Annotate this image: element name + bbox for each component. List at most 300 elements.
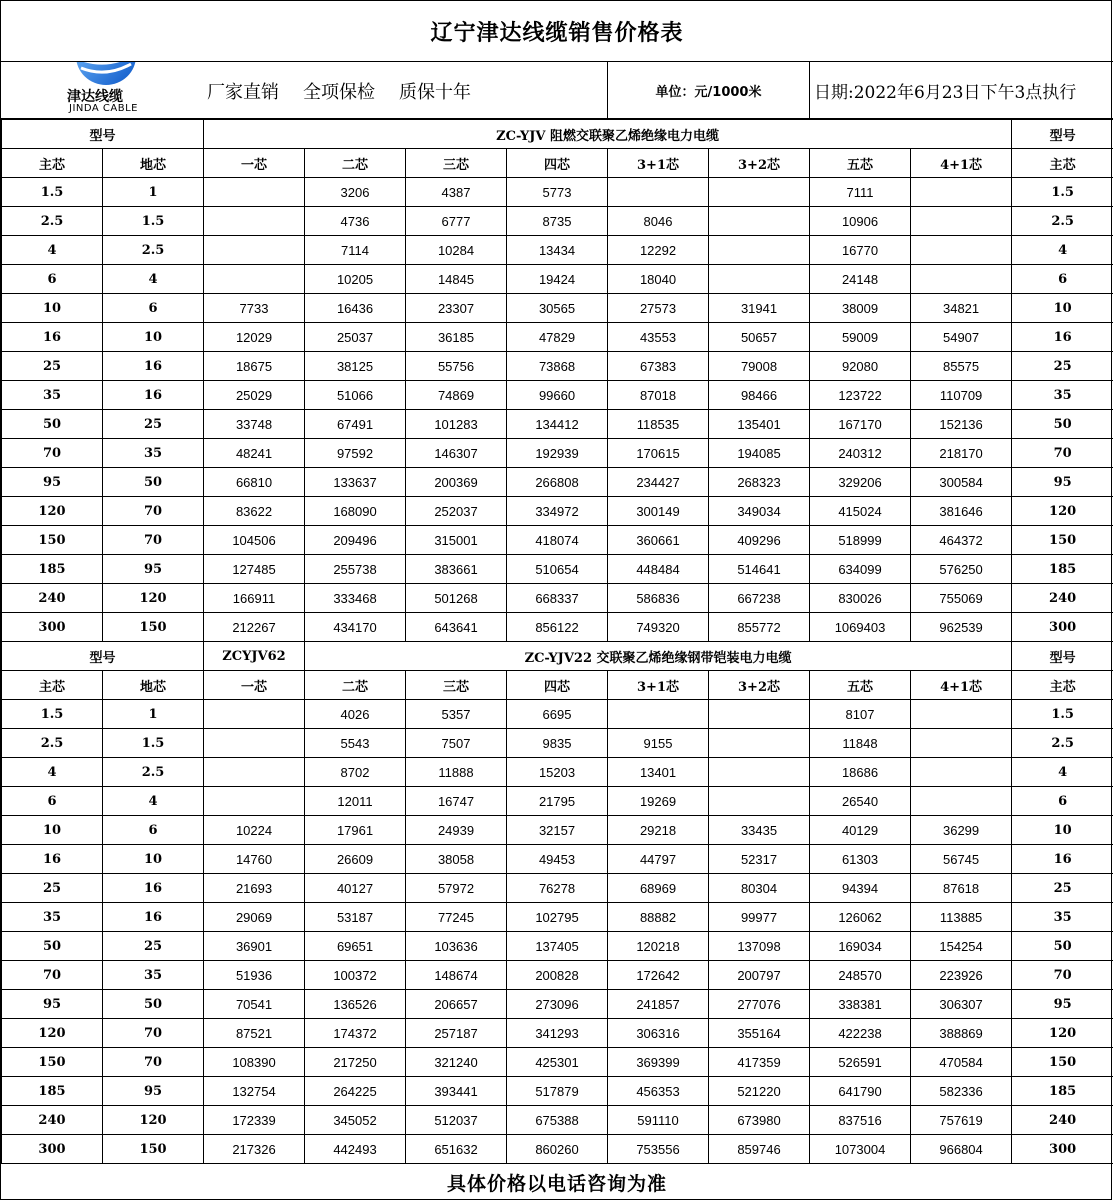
main-core-cell: 35: [1012, 381, 1113, 410]
price-cell: 8702: [305, 758, 406, 787]
main-core-cell: 240: [1012, 584, 1113, 613]
price-cell: 321240: [406, 1048, 507, 1077]
main-core-cell: 2.5: [2, 729, 103, 758]
price-cell: 87018: [608, 381, 709, 410]
main-core-cell: 150: [2, 1048, 103, 1077]
price-cell: 241857: [608, 990, 709, 1019]
column-header: 主芯: [2, 671, 103, 700]
main-core-cell: 16: [1012, 323, 1113, 352]
column-header: 三芯: [406, 149, 507, 178]
price-cell: 19424: [507, 265, 608, 294]
table-row: [2, 613, 1113, 642]
product-name: ZC-YJV 阻燃交联聚乙烯绝缘电力电缆: [204, 120, 1012, 149]
table-row: [2, 468, 1113, 497]
price-cell: [709, 729, 810, 758]
price-cell: [204, 265, 305, 294]
price-cell: 79008: [709, 352, 810, 381]
price-cell: 7111: [810, 178, 911, 207]
price-cell: 300149: [608, 497, 709, 526]
price-cell: 21693: [204, 874, 305, 903]
price-cell: 4387: [406, 178, 507, 207]
table-row: [2, 265, 1113, 294]
price-cell: 651632: [406, 1135, 507, 1164]
price-cell: 6695: [507, 700, 608, 729]
price-cell: [608, 178, 709, 207]
price-cell: 38058: [406, 845, 507, 874]
slogan-1: 厂家直销: [207, 81, 279, 103]
price-cell: 668337: [507, 584, 608, 613]
price-cell: 51936: [204, 961, 305, 990]
price-cell: 1073004: [810, 1135, 911, 1164]
price-cell: 334972: [507, 497, 608, 526]
price-cell: 306316: [608, 1019, 709, 1048]
price-cell: 860260: [507, 1135, 608, 1164]
table-row: [2, 932, 1113, 961]
main-core-cell: 95: [2, 990, 103, 1019]
price-cell: 18686: [810, 758, 911, 787]
price-cell: 29069: [204, 903, 305, 932]
table-row: [2, 555, 1113, 584]
price-cell: 29218: [608, 816, 709, 845]
price-cell: 52317: [709, 845, 810, 874]
price-cell: 643641: [406, 613, 507, 642]
table-row: [2, 700, 1113, 729]
main-core-cell: 95: [1012, 990, 1113, 1019]
price-cell: 586836: [608, 584, 709, 613]
price-cell: 757619: [911, 1106, 1012, 1135]
price-cell: 118535: [608, 410, 709, 439]
main-core-cell: 1.5: [2, 178, 103, 207]
price-cell: [911, 758, 1012, 787]
section-1-title-row: [2, 120, 1113, 149]
price-cell: 7507: [406, 729, 507, 758]
price-cell: 526591: [810, 1048, 911, 1077]
price-cell: 36299: [911, 816, 1012, 845]
price-cell: [608, 700, 709, 729]
table-row: [2, 236, 1113, 265]
price-cell: 26609: [305, 845, 406, 874]
table-row: [2, 381, 1113, 410]
price-cell: 174372: [305, 1019, 406, 1048]
price-cell: 192939: [507, 439, 608, 468]
main-core-cell: 185: [1012, 1077, 1113, 1106]
ground-core-cell: 120: [103, 584, 204, 613]
main-core-cell: 16: [1012, 845, 1113, 874]
main-core-cell: 185: [2, 1077, 103, 1106]
table-row: [2, 758, 1113, 787]
price-cell: 306307: [911, 990, 1012, 1019]
price-cell: 13401: [608, 758, 709, 787]
main-core-cell: 70: [1012, 961, 1113, 990]
main-core-cell: 35: [2, 381, 103, 410]
price-cell: 355164: [709, 1019, 810, 1048]
price-cell: 341293: [507, 1019, 608, 1048]
main-core-cell: 50: [2, 410, 103, 439]
price-cell: 300584: [911, 468, 1012, 497]
price-cell: 514641: [709, 555, 810, 584]
price-cell: 855772: [709, 613, 810, 642]
main-core-cell: 185: [1012, 555, 1113, 584]
main-core-cell: 16: [2, 323, 103, 352]
column-header: 3+1芯: [608, 149, 709, 178]
price-cell: 223926: [911, 961, 1012, 990]
price-cell: 200369: [406, 468, 507, 497]
main-core-cell: 70: [2, 439, 103, 468]
main-core-cell: 150: [1012, 526, 1113, 555]
table-row: [2, 816, 1113, 845]
product-name: ZC-YJV22 交联聚乙烯绝缘钢带铠装电力电缆: [305, 642, 1012, 671]
price-cell: 123722: [810, 381, 911, 410]
price-cell: 634099: [810, 555, 911, 584]
price-cell: 110709: [911, 381, 1012, 410]
price-cell: 333468: [305, 584, 406, 613]
price-table: [1, 119, 1113, 1164]
price-cell: 753556: [608, 1135, 709, 1164]
price-cell: 88882: [608, 903, 709, 932]
column-header: 地芯: [103, 671, 204, 700]
main-core-cell: 35: [2, 903, 103, 932]
price-cell: 345052: [305, 1106, 406, 1135]
table-row: [2, 1019, 1113, 1048]
price-cell: 9155: [608, 729, 709, 758]
price-cell: 4026: [305, 700, 406, 729]
column-header: 主芯: [2, 149, 103, 178]
price-cell: 14845: [406, 265, 507, 294]
logo-english-text: JINDA CABLE: [69, 103, 138, 114]
price-cell: 16770: [810, 236, 911, 265]
main-core-cell: 50: [1012, 410, 1113, 439]
price-cell: 55756: [406, 352, 507, 381]
price-cell: 7114: [305, 236, 406, 265]
price-cell: 19269: [608, 787, 709, 816]
table-row: [2, 961, 1113, 990]
ground-core-cell: 1.5: [103, 207, 204, 236]
table-row: [2, 526, 1113, 555]
footer-note: 具体价格以电话咨询为准: [446, 1173, 667, 1195]
price-cell: 21795: [507, 787, 608, 816]
price-cell: 10205: [305, 265, 406, 294]
price-cell: 134412: [507, 410, 608, 439]
price-cell: [709, 236, 810, 265]
price-cell: 97592: [305, 439, 406, 468]
main-core-cell: 1.5: [1012, 178, 1113, 207]
table-row: [2, 903, 1113, 932]
column-header: 主芯: [1012, 671, 1113, 700]
price-cell: 33435: [709, 816, 810, 845]
main-core-cell: 10: [1012, 816, 1113, 845]
table-row: [2, 1135, 1113, 1164]
price-cell: 73868: [507, 352, 608, 381]
main-core-cell: 2.5: [1012, 207, 1113, 236]
price-cell: 381646: [911, 497, 1012, 526]
price-cell: 16436: [305, 294, 406, 323]
table-row: [2, 787, 1113, 816]
ground-core-cell: 35: [103, 961, 204, 990]
price-cell: 44797: [608, 845, 709, 874]
main-core-cell: 95: [2, 468, 103, 497]
ground-core-cell: 70: [103, 1019, 204, 1048]
price-cell: 36185: [406, 323, 507, 352]
price-cell: 5357: [406, 700, 507, 729]
main-core-cell: 300: [2, 1135, 103, 1164]
price-cell: 61303: [810, 845, 911, 874]
price-cell: 68969: [608, 874, 709, 903]
price-cell: 512037: [406, 1106, 507, 1135]
price-cell: 132754: [204, 1077, 305, 1106]
table-row: [2, 1048, 1113, 1077]
price-cell: 167170: [810, 410, 911, 439]
price-cell: 80304: [709, 874, 810, 903]
price-cell: 31941: [709, 294, 810, 323]
price-cell: 425301: [507, 1048, 608, 1077]
table-row: [2, 1077, 1113, 1106]
price-cell: 120218: [608, 932, 709, 961]
column-header: 二芯: [305, 149, 406, 178]
main-core-cell: 120: [2, 1019, 103, 1048]
table-row: [2, 729, 1113, 758]
price-cell: 518999: [810, 526, 911, 555]
price-cell: 50657: [709, 323, 810, 352]
price-cell: 47829: [507, 323, 608, 352]
ground-core-cell: 25: [103, 932, 204, 961]
price-cell: 13434: [507, 236, 608, 265]
ground-core-cell: 1: [103, 178, 204, 207]
table-row: [2, 874, 1113, 903]
main-core-cell: 120: [2, 497, 103, 526]
main-core-cell: 70: [2, 961, 103, 990]
info-header: [1, 62, 1113, 119]
ground-core-cell: 150: [103, 1135, 204, 1164]
ground-core-cell: 6: [103, 294, 204, 323]
main-core-cell: 4: [1012, 236, 1113, 265]
main-core-cell: 120: [1012, 1019, 1113, 1048]
price-cell: 217250: [305, 1048, 406, 1077]
price-cell: 59009: [810, 323, 911, 352]
column-header: 主芯: [1012, 149, 1113, 178]
ground-core-cell: 70: [103, 526, 204, 555]
price-cell: 25037: [305, 323, 406, 352]
price-cell: 94394: [810, 874, 911, 903]
table-row: [2, 294, 1113, 323]
main-core-cell: 35: [1012, 903, 1113, 932]
main-core-cell: 120: [1012, 497, 1113, 526]
price-cell: 673980: [709, 1106, 810, 1135]
table-row: [2, 845, 1113, 874]
price-cell: 17961: [305, 816, 406, 845]
price-cell: [709, 207, 810, 236]
slogan-group: [207, 62, 607, 119]
price-cell: 108390: [204, 1048, 305, 1077]
price-cell: 218170: [911, 439, 1012, 468]
price-cell: 24148: [810, 265, 911, 294]
price-cell: 103636: [406, 932, 507, 961]
price-cell: 99977: [709, 903, 810, 932]
price-cell: 18675: [204, 352, 305, 381]
price-cell: [911, 265, 1012, 294]
table-row: [2, 207, 1113, 236]
price-cell: 57972: [406, 874, 507, 903]
price-cell: 4736: [305, 207, 406, 236]
unit-label: 单位：元/1000米: [607, 62, 809, 119]
column-header: 4+1芯: [911, 671, 1012, 700]
price-cell: [911, 700, 1012, 729]
price-cell: 962539: [911, 613, 1012, 642]
price-cell: 212267: [204, 613, 305, 642]
price-cell: 264225: [305, 1077, 406, 1106]
main-core-cell: 300: [2, 613, 103, 642]
price-cell: 168090: [305, 497, 406, 526]
price-cell: 23307: [406, 294, 507, 323]
column-header: 3+2芯: [709, 149, 810, 178]
price-cell: 417359: [709, 1048, 810, 1077]
main-core-cell: 2.5: [1012, 729, 1113, 758]
price-cell: 56745: [911, 845, 1012, 874]
price-cell: 14760: [204, 845, 305, 874]
price-cell: [204, 207, 305, 236]
price-cell: [709, 787, 810, 816]
ground-core-cell: 35: [103, 439, 204, 468]
ground-core-cell: 120: [103, 1106, 204, 1135]
price-cell: 470584: [911, 1048, 1012, 1077]
price-cell: 102795: [507, 903, 608, 932]
column-header: 五芯: [810, 671, 911, 700]
price-cell: [911, 207, 1012, 236]
price-cell: 15203: [507, 758, 608, 787]
main-core-cell: 25: [2, 352, 103, 381]
model-label: 型号: [2, 642, 204, 671]
price-cell: 101283: [406, 410, 507, 439]
price-cell: 10906: [810, 207, 911, 236]
price-cell: 87521: [204, 1019, 305, 1048]
logo-chinese-text: 津达线缆: [67, 89, 123, 105]
main-core-cell: 2.5: [2, 207, 103, 236]
price-cell: 38009: [810, 294, 911, 323]
main-core-cell: 4: [1012, 758, 1113, 787]
ground-core-cell: 6: [103, 816, 204, 845]
table-row: [2, 1106, 1113, 1135]
main-core-cell: 300: [1012, 1135, 1113, 1164]
price-cell: 49453: [507, 845, 608, 874]
ground-core-cell: 16: [103, 874, 204, 903]
main-core-cell: 6: [2, 265, 103, 294]
price-cell: 3206: [305, 178, 406, 207]
ground-core-cell: 4: [103, 265, 204, 294]
price-cell: 16747: [406, 787, 507, 816]
company-logo: [1, 62, 161, 119]
price-cell: 338381: [810, 990, 911, 1019]
price-cell: 349034: [709, 497, 810, 526]
price-cell: [709, 700, 810, 729]
price-cell: 77245: [406, 903, 507, 932]
price-cell: 136526: [305, 990, 406, 1019]
model-label-right: 型号: [1012, 120, 1113, 149]
price-cell: 166911: [204, 584, 305, 613]
model-label: 型号: [2, 120, 204, 149]
model-code: ZCYJV62: [204, 642, 305, 671]
slogan-3: 质保十年: [399, 81, 471, 103]
price-cell: 74869: [406, 381, 507, 410]
date-label: 日期:2022年6月23日下午3点执行: [809, 62, 1113, 119]
ground-core-cell: 4: [103, 787, 204, 816]
column-header: 二芯: [305, 671, 406, 700]
price-cell: 329206: [810, 468, 911, 497]
price-cell: 100372: [305, 961, 406, 990]
ground-core-cell: 1: [103, 700, 204, 729]
table-row: [2, 352, 1113, 381]
table-row: [2, 323, 1113, 352]
main-core-cell: 1.5: [2, 700, 103, 729]
column-header: 四芯: [507, 671, 608, 700]
main-core-cell: 25: [1012, 874, 1113, 903]
price-cell: 315001: [406, 526, 507, 555]
price-cell: 146307: [406, 439, 507, 468]
column-header: 一芯: [204, 149, 305, 178]
price-cell: 448484: [608, 555, 709, 584]
ground-core-cell: 50: [103, 468, 204, 497]
table-row: [2, 410, 1113, 439]
price-cell: 248570: [810, 961, 911, 990]
price-cell: 43553: [608, 323, 709, 352]
price-cell: 388869: [911, 1019, 1012, 1048]
main-core-cell: 6: [2, 787, 103, 816]
price-cell: 7733: [204, 294, 305, 323]
price-cell: [911, 787, 1012, 816]
main-core-cell: 150: [1012, 1048, 1113, 1077]
price-cell: 135401: [709, 410, 810, 439]
price-cell: [204, 700, 305, 729]
price-cell: 393441: [406, 1077, 507, 1106]
price-cell: 51066: [305, 381, 406, 410]
price-cell: 83622: [204, 497, 305, 526]
price-cell: 12029: [204, 323, 305, 352]
main-core-cell: 25: [1012, 352, 1113, 381]
price-cell: 10224: [204, 816, 305, 845]
price-cell: [911, 729, 1012, 758]
column-header: 五芯: [810, 149, 911, 178]
column-header: 4+1芯: [911, 149, 1012, 178]
section-2: [2, 642, 1113, 1164]
main-core-cell: 150: [2, 526, 103, 555]
ground-core-cell: 2.5: [103, 236, 204, 265]
price-cell: 66810: [204, 468, 305, 497]
ground-core-cell: 25: [103, 410, 204, 439]
price-cell: 87618: [911, 874, 1012, 903]
price-cell: 200828: [507, 961, 608, 990]
main-core-cell: 240: [2, 1106, 103, 1135]
price-cell: 172339: [204, 1106, 305, 1135]
main-core-cell: 16: [2, 845, 103, 874]
column-header: 一芯: [204, 671, 305, 700]
price-cell: 209496: [305, 526, 406, 555]
price-cell: 10284: [406, 236, 507, 265]
price-cell: 32157: [507, 816, 608, 845]
price-cell: 69651: [305, 932, 406, 961]
price-cell: 24939: [406, 816, 507, 845]
price-cell: 172642: [608, 961, 709, 990]
price-cell: 12011: [305, 787, 406, 816]
price-cell: 641790: [810, 1077, 911, 1106]
column-header: 地芯: [103, 149, 204, 178]
price-cell: [709, 265, 810, 294]
price-cell: 54907: [911, 323, 1012, 352]
main-core-cell: 70: [1012, 439, 1113, 468]
price-cell: 240312: [810, 439, 911, 468]
price-cell: [204, 236, 305, 265]
price-cell: 36901: [204, 932, 305, 961]
price-cell: 966804: [911, 1135, 1012, 1164]
main-core-cell: 300: [1012, 613, 1113, 642]
price-cell: 92080: [810, 352, 911, 381]
